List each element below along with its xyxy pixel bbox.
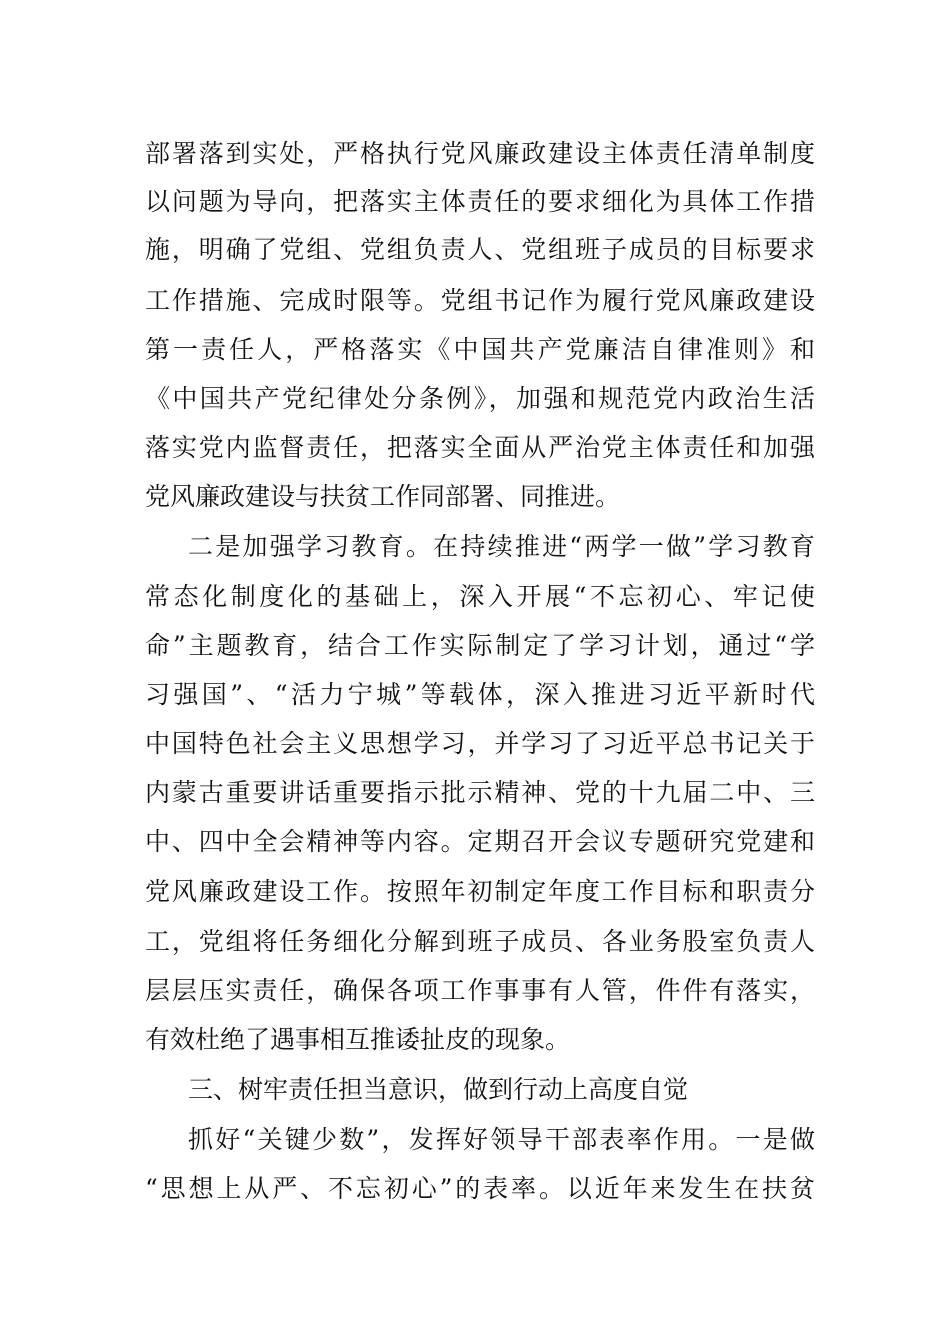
text-line: 第一责任人，严格落实《中国共产党廉洁自律准则》和 — [145, 335, 815, 364]
section-heading: 三、树牢责任担当意识，做到行动上高度自觉 — [188, 1075, 689, 1104]
text-line: 落实党内监督责任，把落实全面从严治党主体责任和加强 — [145, 433, 815, 462]
text-line: 党风廉政建设与扶贫工作同部署、同推进。 — [145, 482, 621, 511]
text-line: 施，明确了党组、党组负责人、党组班子成员的目标要求 — [145, 235, 815, 264]
text-line: 党风廉政建设工作。按照年初制定年度工作目标和职责分 — [145, 877, 815, 906]
text-line: 以问题为导向，把落实主体责任的要求细化为具体工作措 — [145, 187, 815, 216]
text-line: 内蒙古重要讲话重要指示批示精神、党的十九届二中、三 — [145, 778, 815, 807]
text-line: 有效杜绝了遇事相互推诿扯皮的现象。 — [145, 1025, 571, 1054]
text-line: 习强国”、“活力宁城”等载体，深入推进习近平新时代 — [145, 680, 815, 709]
text-line: 工，党组将任务细化分解到班子成员、各业务股室负责人 — [145, 927, 815, 956]
text-line: 中国特色社会主义思想学习，并学习了习近平总书记关于 — [145, 729, 815, 758]
text-line: 部署落到实处，严格执行党风廉政建设主体责任清单制度 — [145, 139, 815, 168]
text-line: 工作措施、完成时限等。党组书记作为履行党风廉政建设 — [145, 286, 815, 315]
text-line: 中、四中全会精神等内容。定期召开会议专题研究党建和 — [145, 827, 815, 856]
text-line: “思想上从严、不忘初心”的表率。以近年来发生在扶贫 — [145, 1174, 815, 1203]
text-line: 抓好“关键少数”，发挥好领导干部表率作用。一是做 — [188, 1125, 815, 1154]
text-line: 层层压实责任，确保各项工作事事有人管，件件有落实， — [145, 976, 815, 1005]
text-line: 二是加强学习教育。在持续推进“两学一做”学习教育 — [188, 532, 815, 561]
text-line: 命”主题教育，结合工作实际制定了学习计划，通过“学 — [145, 631, 815, 660]
text-line: 常态化制度化的基础上，深入开展“不忘初心、牢记使 — [145, 582, 815, 611]
text-line: 《中国共产党纪律处分条例》，加强和规范党内政治生活 — [145, 384, 815, 413]
